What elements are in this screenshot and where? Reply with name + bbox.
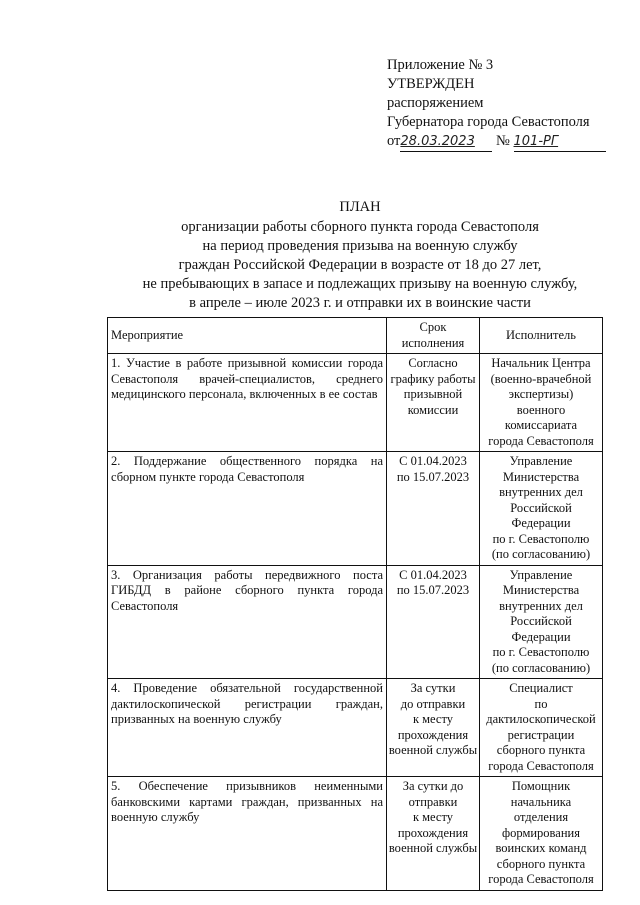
document-title: ПЛАН xyxy=(339,199,381,215)
heading-line-2: на период проведения призыва на военную службу xyxy=(202,238,518,254)
activity-cell: 1. Участие в работе призывной комиссии города Севастополя врачей-специалистов, среднего медицинского персонала, включенных в ее состав xyxy=(108,354,387,452)
heading-line-1: организации работы сборного пункта города Севастополя xyxy=(181,219,539,235)
table-row xyxy=(108,565,603,679)
activity-cell: 2. Поддержание общественного порядка на сборном пункте города Севастополя xyxy=(108,452,387,566)
appendix-block xyxy=(387,56,606,152)
deadline-cell: С 01.04.2023 по 15.07.2023 xyxy=(387,452,480,566)
table-row xyxy=(108,354,603,452)
deadline-cell: С 01.04.2023 по 15.07.2023 xyxy=(387,565,480,679)
approval-authority: Губернатора города Севастополя xyxy=(387,114,590,130)
table-row xyxy=(108,679,603,777)
executor-cell: Управление Министерства внутренних дел Российской Федерации по г. Севастополю (по согласованию) xyxy=(480,452,603,566)
heading-line-3: граждан Российской Федерации в возрасте от 18 до 27 лет, xyxy=(178,257,542,273)
table-row xyxy=(108,452,603,566)
activity-cell: 4. Проведение обязательной государственной дактилоскопической регистрации граждан, призванных на военную службу xyxy=(108,679,387,777)
activity-cell: 3. Организация работы передвижного поста ГИБДД в районе сборного пункта города Севастополя xyxy=(108,565,387,679)
plan-table xyxy=(107,317,603,891)
heading-line-4: не пребывающих в запасе и подлежащих призыву на военную службу, xyxy=(142,276,578,292)
number-prefix: № xyxy=(496,133,510,149)
date-prefix: от xyxy=(387,133,401,149)
approval-type: распоряжением xyxy=(387,95,484,111)
header-executor: Исполнитель xyxy=(480,318,603,354)
deadline-cell: Согласно графику работы призывной комиссии xyxy=(387,354,480,452)
table-header-row xyxy=(108,318,603,354)
heading-line-5: в апреле – июле 2023 г. и отправки их в воинские части xyxy=(189,295,531,311)
header-activity: Мероприятие xyxy=(108,318,387,354)
executor-cell: Начальник Центра (военно-врачебной экспертизы) военного комиссариата города Севастополя xyxy=(480,354,603,452)
header-deadline: Срок исполнения xyxy=(387,318,480,354)
deadline-cell: За сутки до отправки к месту прохождения военной службы xyxy=(387,777,480,891)
approval-stamp: УТВЕРЖДЕН xyxy=(387,76,475,92)
handwritten-date: 28.03.2023 xyxy=(400,134,475,149)
executor-cell: Специалист по дактилоскопической регистрации сборного пункта города Севастополя xyxy=(480,679,603,777)
approval-date-line xyxy=(387,132,606,152)
activity-cell: 5. Обеспечение призывников неименными банковскими картами граждан, призванных на военную службу xyxy=(108,777,387,891)
deadline-cell: За сутки до отправки к месту прохождения военной службы xyxy=(387,679,480,777)
document-heading xyxy=(80,198,640,313)
table-row xyxy=(108,777,603,891)
handwritten-number: 101-РГ xyxy=(513,134,559,149)
appendix-number: Приложение № 3 xyxy=(387,57,494,73)
executor-cell: Управление Министерства внутренних дел Российской Федерации по г. Севастополю (по согласованию) xyxy=(480,565,603,679)
executor-cell: Помощник начальника отделения формирования воинских команд сборного пункта города Севастополя xyxy=(480,777,603,891)
